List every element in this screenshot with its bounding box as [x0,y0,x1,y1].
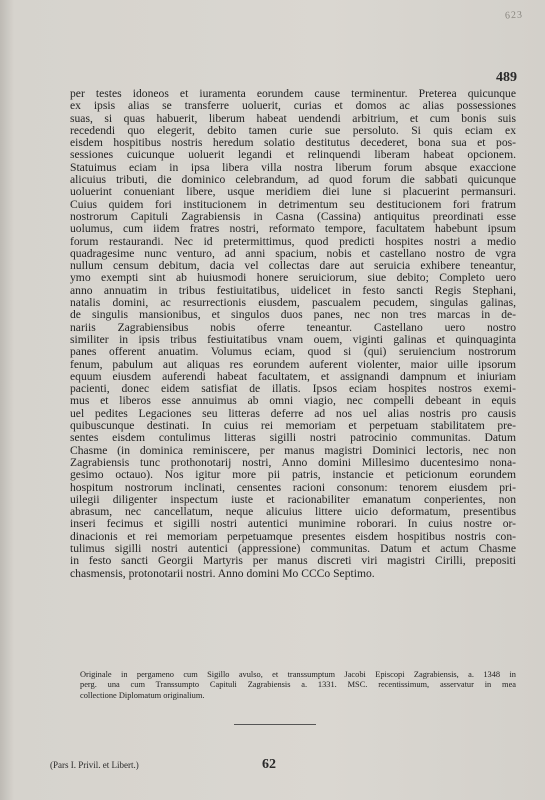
text-line: sessiones cuicunque uoluerit legandi et relinquendi liberam habeat opcionem. [70,149,516,162]
text-line: uel pedites Legaciones seu litteras deferre ad nos uel alias nostris pro causis [70,407,516,420]
text-line: Cuius quidem fori institucionem in detrimentum seu destitucionem fori fratrum [70,198,516,211]
text-line: uilegii diligenter inspectum iuste et racionabiliter emanatum conperientes, non [70,493,516,506]
text-line: panes offerent anuatim. Volumus eciam, quod si (qui) seruiencium nostrorum [70,346,516,359]
footnote-line: collectione Diplomatum originalium. [80,690,205,700]
text-line: fenum, pabulum aut aliquas res eorundem auferent violenter, maior uille ipsorum [70,358,516,371]
text-line: ex ipsis alias se transferre uoluerit, curias et domos ac alias possessiones [70,100,516,113]
text-line: chasmensis, protonotarii nostri. Anno domini Mo CCCo Septimo. [70,567,375,580]
text-line: in festo sancti Georgii Martyris per manus discreti viri magistri Cirilli, prepositi [70,555,516,568]
text-line: alicuius tributi, die dominico celebrandum, ad quod forum die sabbati quicunque [70,174,516,187]
footnote-line: perg. una cum Transsumpto Capituli Zagrabiensis a. 1331. MSC. recentissimum, asservatur in mea [80,680,516,690]
text-line: uoluerint conueniant libere, usque meridiem diei lune si placuerint permansuri. [70,186,516,199]
text-line: inseri fecimus et sigilli nostri autentici munimine roborari. In cuius nostre or- [70,518,516,531]
text-line: natalis domini, ac resurrectionis eiusdem, pascualem pecudem, singulas galinas, [70,297,516,310]
signature-note: (Pars I. Privil. et Libert.) [50,760,139,770]
text-line: equum eiusdem auferendi habeat facultatem, et assignandi dampnum et iniuriam [70,370,516,383]
main-text-block [70,88,516,580]
text-line: sentes eisdem contulimus litteras sigilli nostri patrocinio communitas. Datum [70,432,516,445]
source-footnote [80,670,516,701]
text-line: nullum censum debitum, dacia vel collectas dare aut seruicia exhibere teneantur, [70,260,516,273]
text-line: de singulis mansionibus, et singulos duos panes, nec non tres marcas in de- [70,309,516,322]
text-line: ymo exempti sint ab huiusmodi honere seruiciorum, siue debito; Completo uero [70,272,516,285]
divider-rule [234,724,316,725]
text-line: anno annuatim in tribus festiuitatibus, uidelicet in festo sancti Regis Stephani, [70,284,516,297]
text-line: Zagrabiensis tunc prothonotarij nostri, Anno domini Millesimo ducentesimo nona- [70,456,516,469]
text-line: quadragesime nunc venturo, ad anni spacium, nobis et castellano nostro de vgra [70,247,516,260]
signature-number: 62 [262,757,276,772]
library-stamp: 623 [504,9,524,22]
text-line: per testes idoneos et iuramenta eorundem cause terminentur. Preterea quicunque [70,88,516,100]
text-line: pacienti, donec eidem satisfiat de illatis. Ipsos eciam hospites nostros exemi- [70,383,516,396]
text-line: hospitum nostrorum inclinati, censentes racioni consonum: tenorem eiusdem pri- [70,481,516,494]
text-line: dinacionis et rei memoriam perpetuamque presentes eisdem hospitibus nostris con- [70,530,516,543]
text-line: nostrorum Capituli Zagrabiensis in Casna (Cassina) antiquitus preordinati esse [70,210,516,223]
text-line: Statuimus eciam in ipsa libera villa nostra liberum forum absque exaccione [70,161,516,174]
page-number: 489 [496,70,517,85]
footnote-line: Originale in pergameno cum Sigillo avulso, et transsumptum Jacobi Episcopi Zagrabiensis, a. 1348 in [80,670,516,679]
text-line: recedendi quo elegerit, debito tamen curie sue persoluto. Si quis eciam ex [70,124,516,137]
text-line: Chasme (in dominica reminiscere, per manus magistri Dominici lectoris, nec non [70,444,516,457]
text-line: eisdem hospitibus nostris heredum solatio destitutus decederet, bona sua et pos- [70,137,516,150]
text-line: mus et liberos esse annuimus ab omni viagio, nec compelli debeant in equis [70,395,516,408]
text-line: suas, si quas habuerit, liberum habeat uendendi arbitrium, et cum bonis suis [70,112,516,125]
text-line: nariis Zagrabiensibus nobis oferre teneantur. Castellano uero nostro [70,321,516,334]
text-line: tulimus sigilli nostri autentici (appressione) communitas. Datum et actum Chasme [70,542,516,555]
text-line: gesimo octauo). Nos igitur more pii patris, instancie et peticionum eorundem [70,469,516,482]
text-line: uolumus, cum iidem fratres nostri, reformato tempore, facultatem habebunt ipsum [70,223,516,236]
text-line: quibuscunque destinati. In cuius rei memoriam et perpetuam stabilitatem pre- [70,420,516,433]
text-line: abrasum, nec cancellatum, neque alicuius littere uicio deformatum, presentibus [70,506,516,519]
text-line: forum restaurandi. Nec id pretermittimus, quod predicti hospites nostri a medio [70,235,516,248]
text-line: similiter in ipsis tribus festiuitatibus vnam ouem, viginti galinas et quinquaginta [70,333,516,346]
